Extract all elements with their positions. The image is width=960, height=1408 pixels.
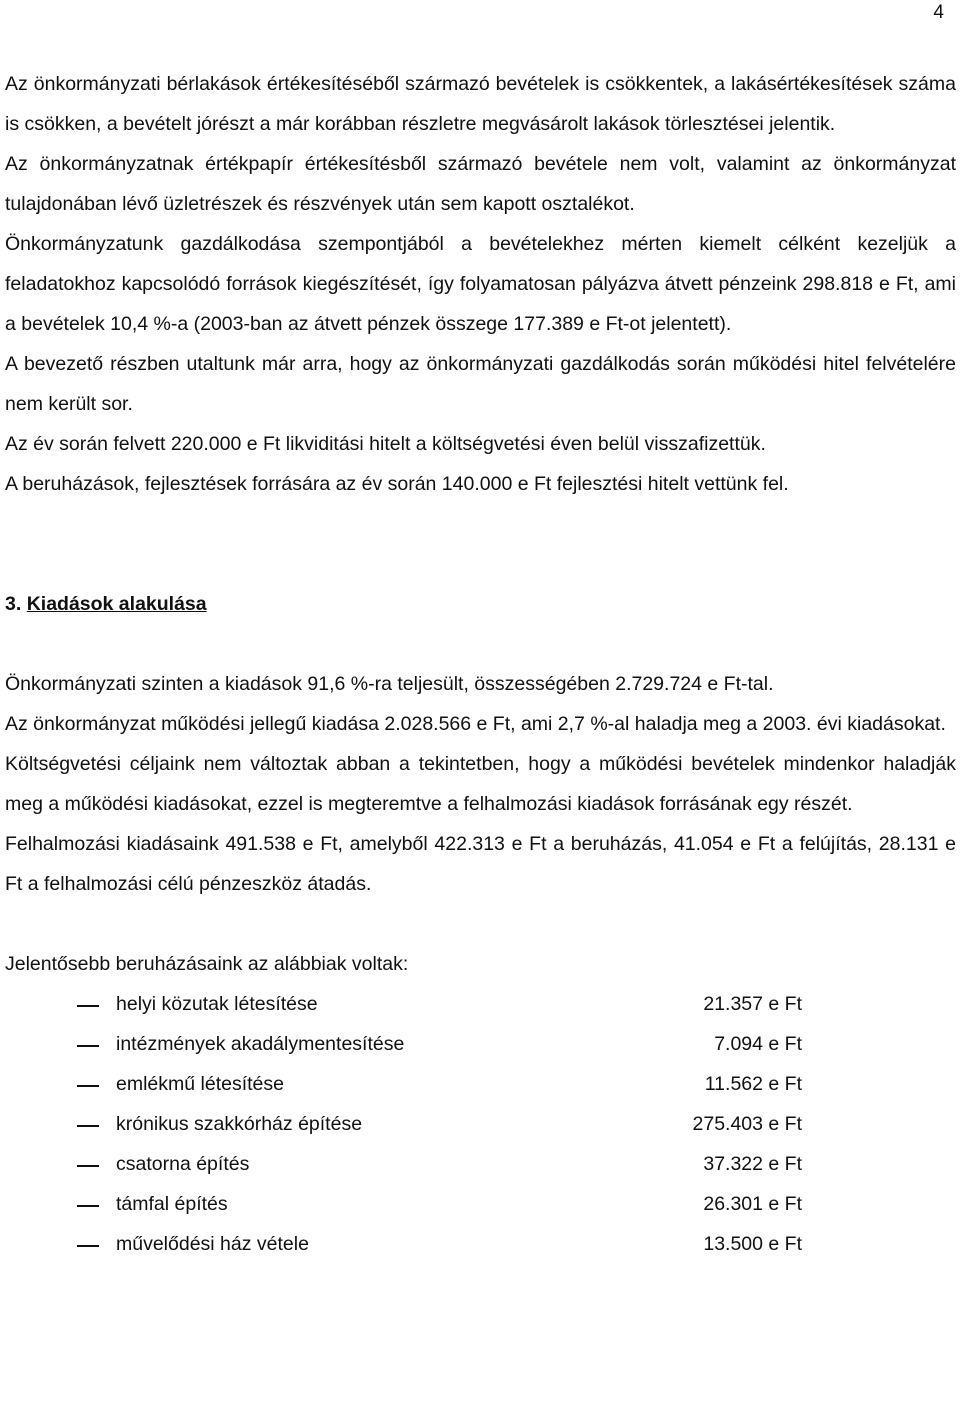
page-number: 4 <box>933 2 944 23</box>
investment-label: emlékmű létesítése <box>116 1073 284 1095</box>
spacer <box>5 504 956 584</box>
investment-amount: 275.403 e Ft <box>692 1113 802 1135</box>
investment-label: művelődési ház vétele <box>116 1233 309 1255</box>
section-number: 3. <box>5 593 22 615</box>
paragraph-likviditási-hitel: Az év során felvett 220.000 e Ft likviditási hitelt a költségvetési éven belül visszafizettük. <box>5 433 766 455</box>
list-item <box>5 1184 956 1224</box>
paragraph-kiadások-teljesülés: Önkormányzati szinten a kiadások 91,6 %-ra teljesült, összességében 2.729.724 e Ft-tal. <box>5 673 774 695</box>
paragraph-bérlakások: Az önkormányzati bérlakások értékesítéséből származó bevételek is csökkentek, a lakásértékesítések száma is csökken, a bevételt jórészt a már korábban részletre megvásárolt lakások törlesztései jelentik. <box>5 73 956 135</box>
paragraph-működési-hitel: A bevezető részben utaltunk már arra, hogy az önkormányzati gazdálkodás során működési hitel felvételére nem került sor. <box>5 353 956 415</box>
paragraph-pályázatok: Önkormányzatunk gazdálkodása szempontjából a bevételekhez mérten kiemelt célként kezeljük a feladatokhoz kapcsolódó források kiegészítését, így folyamatosan pályázva átvett pénzeink 298.818 e Ft, ami a bevételek 10,4 %-a (2003-ban az átvett pénzek összege 177.389 e Ft-ot jelentett). <box>5 233 956 335</box>
paragraph-működési-kiadás: Az önkormányzat működési jellegű kiadása 2.028.566 e Ft, ami 2,7 %-al haladja meg a 2003. évi kiadásokat. <box>5 713 946 735</box>
list-item <box>5 984 956 1024</box>
investment-label: támfal építés <box>116 1193 228 1215</box>
investment-amount: 37.322 e Ft <box>703 1153 802 1175</box>
paragraph-felhalmozási-kiadások: Felhalmozási kiadásaink 491.538 e Ft, amelyből 422.313 e Ft a beruházás, 41.054 e Ft a felújítás, 28.131 e Ft a felhalmozási célú pénzeszköz átadás. <box>5 833 956 895</box>
list-item <box>5 1024 956 1064</box>
section-heading <box>5 584 956 624</box>
investments-intro: Jelentősebb beruházásaink az alábbiak voltak: <box>5 953 409 975</box>
paragraph-értékpapír: Az önkormányzatnak értékpapír értékesítésből származó bevétele nem volt, valamint az önkormányzat tulajdonában lévő üzletrészek és részvények után sem kapott osztalékot. <box>5 153 956 215</box>
paragraph-fejlesztési-hitel: A beruházások, fejlesztések forrására az év során 140.000 e Ft fejlesztési hitelt vettünk fel. <box>5 473 789 495</box>
list-item <box>5 1144 956 1184</box>
list-item <box>5 1104 956 1144</box>
list-item <box>5 1224 956 1264</box>
paragraph-költségvetési-célok: Költségvetési céljaink nem változtak abban a tekintetben, hogy a működési bevételek mindenkor haladják meg a működési kiadásokat, ezzel is megteremtve a felhalmozási kiadások forrásának egy részét. <box>5 753 956 815</box>
investment-label: csatorna építés <box>116 1153 250 1175</box>
investments-list <box>5 984 956 1264</box>
spacer <box>5 624 956 664</box>
section-title: Kiadások alakulása <box>26 593 207 615</box>
investment-amount: 21.357 e Ft <box>703 993 802 1015</box>
spacer <box>5 904 956 944</box>
investment-label: intézmények akadálymentesítése <box>116 1033 405 1055</box>
investment-amount: 7.094 e Ft <box>714 1033 802 1055</box>
investment-amount: 26.301 e Ft <box>703 1193 802 1215</box>
investment-amount: 11.562 e Ft <box>704 1073 802 1095</box>
investment-amount: 13.500 e Ft <box>703 1233 802 1255</box>
document-body <box>5 64 956 1264</box>
list-item <box>5 1064 956 1104</box>
investment-label: helyi közutak létesítése <box>116 993 318 1015</box>
investment-label: krónikus szakkórház építése <box>116 1113 363 1135</box>
